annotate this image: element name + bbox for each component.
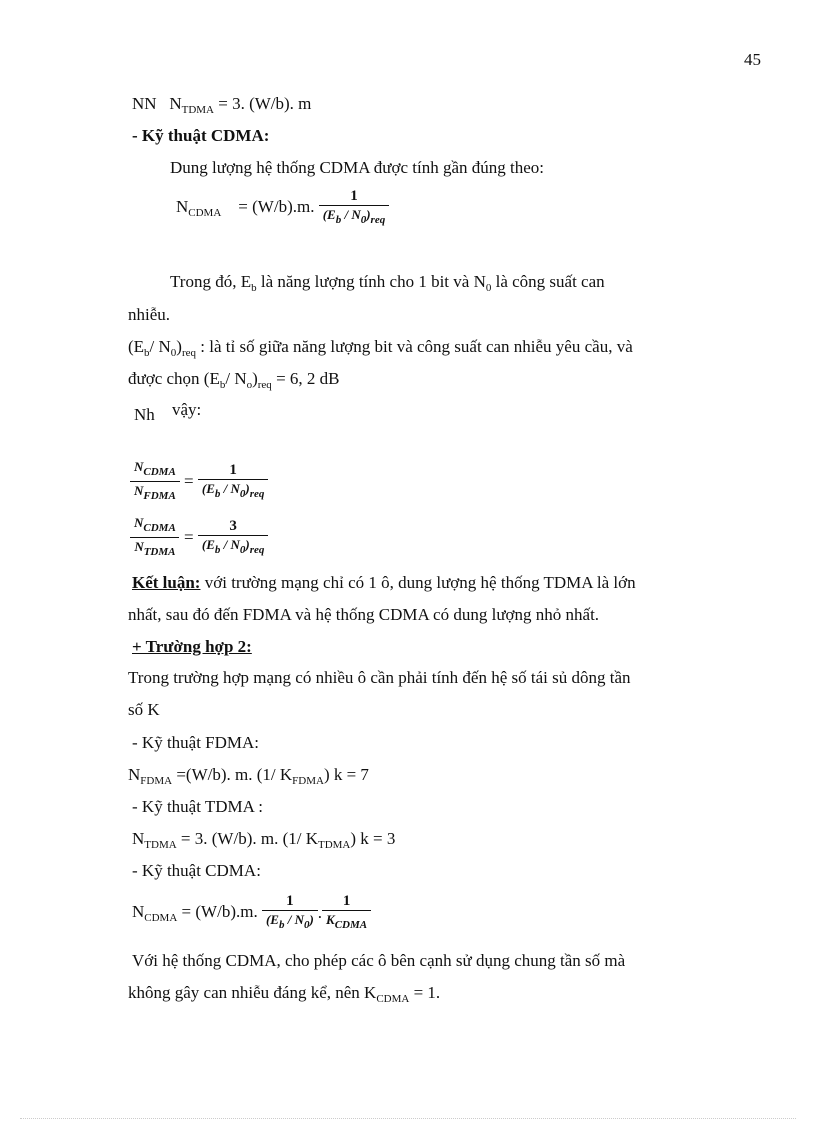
cdma2-heading: - Kỹ thuật CDMA: — [132, 861, 261, 880]
cdma-formula: $N_{CDMA}$ = (W/b).m. $\frac{1}{(E_b / N_0)_{req}}$ — [176, 187, 389, 229]
tdma-heading: - Kỹ thuật TDMA : — [132, 797, 263, 816]
paragraph-eb-cont: nhiễu. — [128, 305, 171, 324]
cdma-fraction: $\frac{1}{(E_b / N_0)_{req}}$ — [319, 187, 390, 229]
page-number: 45 — [744, 50, 761, 69]
vay-label: vậy: — [172, 400, 202, 419]
case2-text-cont: số K — [128, 700, 160, 719]
tdma-formula: $N_{TDMA} = 3$. (W/b). m. (1/ $K_{TDMA}$) k = 3 — [132, 829, 396, 851]
conclusion-cont: nhất, sau đó đến FDMA và hệ thống CDMA có dung lượng nhỏ nhất. — [128, 605, 600, 624]
ratio-fdma-formula: $\frac{N_{CDMA}}{N_{FDMA}}$ = $\frac{1}{(E_b / N_0)_{req}}$ — [130, 458, 268, 505]
footer-dotted-rule — [20, 1118, 796, 1119]
cdma2-formula: $N_{CDMA} = (W/b).m$. $\frac{1}{(E_b / N_0)}$ . $\frac{1}{K_{CDMA}}$ — [132, 892, 371, 934]
paragraph-ratio: ($E_b/$ $N_0)_{req}$ : là tỉ số giữa năng lượng bit và công suất can nhiễu yêu cầu, và — [128, 337, 633, 359]
nh-fragment: Nh — [134, 405, 155, 424]
cdma-heading: - Kỹ thuật CDMA: — [132, 126, 270, 145]
final-paragraph-cont: không gây can nhiễu đáng kể, nên $K_{CDMA} = 1$. — [128, 983, 441, 1005]
ratio-tdma-formula: $\frac{N_{CDMA}}{N_{TDMA}}$ = $\frac{3}{(E_b / N_0)_{req}}$ — [130, 514, 268, 561]
tdma-capacity-line: NN $N_{TDMA} = 3$. (W/b). m — [132, 94, 312, 116]
paragraph-eb: Trong đó, $E_b$ là năng lượng tính cho 1 bit và $N_0$ là công suất can — [170, 272, 605, 294]
final-paragraph: Với hệ thống CDMA, cho phép các ô bên cạnh sử dụng chung tần số mà — [132, 951, 626, 970]
paragraph-ratio-cont: được chọn ($E_b/$ $N_o)_{req} = 6$, 2 dB — [128, 369, 340, 391]
case2-heading: + Trường hợp 2: — [132, 637, 252, 656]
conclusion-line: Kết luận: với trường mạng chỉ có 1 ô, dung lượng hệ thống TDMA là lớn — [132, 573, 636, 592]
cdma-intro: Dung lượng hệ thống CDMA được tính gần đúng theo: — [170, 158, 545, 177]
case2-text: Trong trường hợp mạng có nhiều ô cần phải tính đến hệ số tái sủ dông tần — [128, 668, 631, 687]
fdma-heading: - Kỹ thuật FDMA: — [132, 733, 260, 752]
fdma-formula: $N_{FDMA} =(W/b)$. m. (1/ $K_{FDMA}$) k = 7 — [128, 765, 369, 787]
